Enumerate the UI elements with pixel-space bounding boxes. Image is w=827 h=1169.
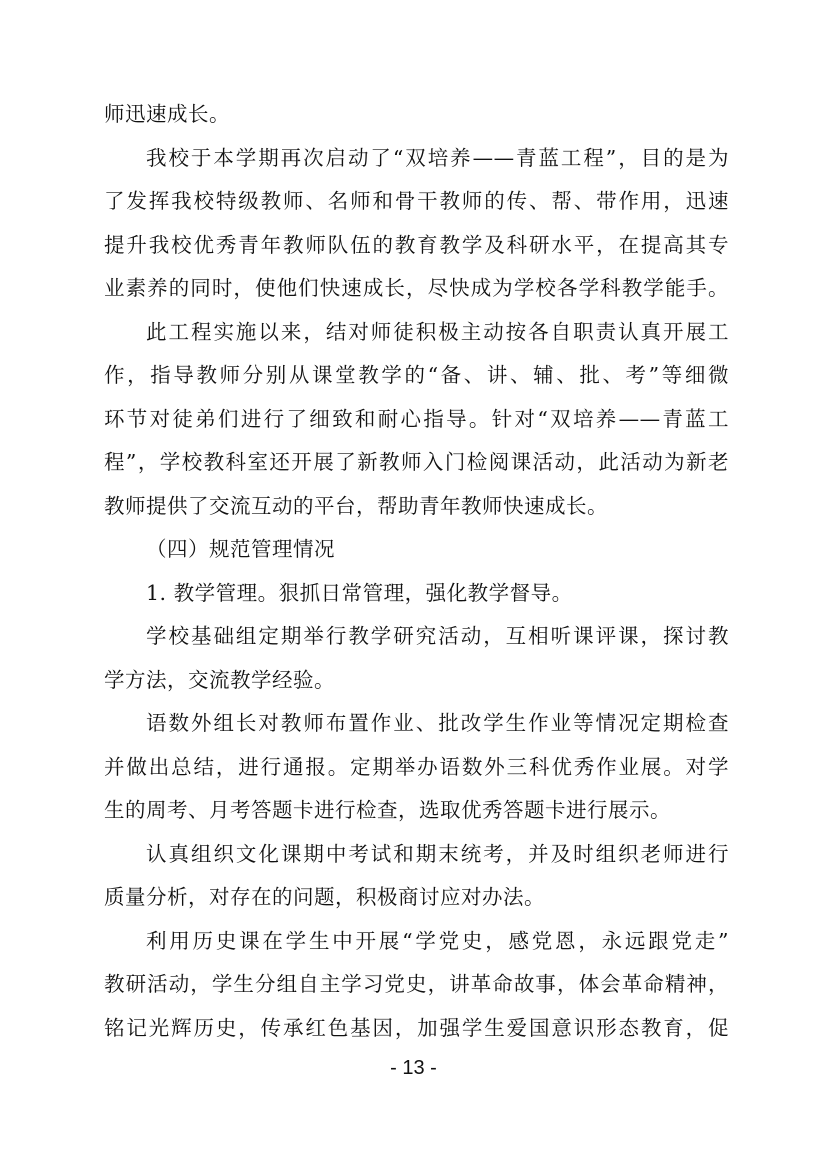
paragraph-line: 语数外组长对教师布置作业、批改学生作业等情况定期检查: [146, 711, 729, 735]
paragraph-line: 师迅速成长。: [104, 102, 230, 126]
paragraph-line: 教研活动，学生分组自主学习党史，讲革命故事，体会革命精神，: [104, 972, 729, 996]
paragraph-line: 利用历史课在学生中开展“学党史，感党恩，永远跟党走”: [146, 928, 729, 953]
section-heading: （四）规范管理情况: [146, 537, 335, 561]
paragraph-line: 生的周考、月考答题卡进行检查，选取优秀答题卡进行展示。: [104, 798, 671, 822]
paragraph-line: 并做出总结，进行通报。定期举办语数外三科优秀作业展。对学: [104, 754, 729, 779]
paragraph-line: 铭记光辉历史，传承红色基因，加强学生爱国意识形态教育，促: [104, 1015, 729, 1040]
paragraph-line: 程”，学校教科室还开展了新教师入门检阅课活动，此活动为新老: [104, 450, 729, 474]
paragraph-line: 认真组织文化课期中考试和期末统考，并及时组织老师进行: [146, 841, 729, 866]
paragraph-line: 此工程实施以来，结对师徒积极主动按各自职责认真开展工: [146, 319, 729, 344]
paragraph-line: 质量分析，对存在的问题，积极商讨应对办法。: [104, 885, 545, 909]
paragraph-line: 提升我校优秀青年教师队伍的教育教学及科研水平，在提高其专: [104, 232, 729, 257]
paragraph-line: 业素养的同时，使他们快速成长，尽快成为学校各学科教学能手。: [104, 276, 729, 300]
paragraph-line: 学方法，交流教学经验。: [104, 667, 335, 692]
paragraph-line: 环节对徒弟们进行了细致和耐心指导。针对“双培养——青蓝工: [104, 406, 729, 431]
subsection-heading: 1. 教学管理。狠抓日常管理，强化教学督导。: [146, 580, 573, 605]
paragraph-line: 教师提供了交流互动的平台，帮助青年教师快速成长。: [104, 493, 608, 518]
paragraph-line: 了发挥我校特级教师、名师和骨干教师的传、帮、带作用，迅速: [104, 189, 729, 213]
body-text: [104, 93, 729, 1050]
paragraph-line: 我校于本学期再次启动了“双培养——青蓝工程”，目的是为: [146, 145, 729, 170]
paragraph-line: 作，指导教师分别从课堂教学的“备、讲、辅、批、考”等细微: [104, 363, 729, 387]
page-number: - 13 -: [390, 1057, 437, 1079]
paragraph-line: 学校基础组定期举行教学研究活动，互相听课评课，探讨教: [146, 624, 729, 648]
